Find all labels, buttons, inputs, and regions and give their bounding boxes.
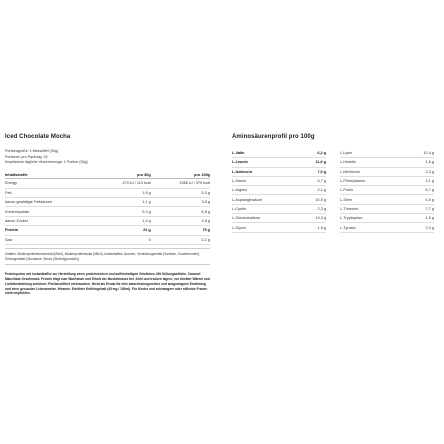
nutrient-name: Salz [5, 235, 96, 244]
product-title: Iced Chocolate Mocha [5, 134, 71, 140]
servings-per-pack: Portionen pro Packung: 15 [5, 154, 48, 159]
value-per-30g: 470 kJ / 113 kcal [96, 179, 151, 188]
amino-value: 10,4 g [423, 151, 434, 156]
value-per-100g: 75 g [151, 226, 210, 235]
value-per-100g: 1566 kJ / 375 kcal [151, 179, 210, 188]
value-per-30g: 1,6 g [96, 188, 151, 197]
amino-row [232, 149, 326, 158]
serving-size: Portionsgröße: 1 Messlöffel (30g) [5, 149, 59, 153]
amino-name: L-Tryptophan [340, 216, 363, 221]
amino-name: L-Asparaginsäure [232, 197, 262, 202]
nutrient-name: Kohlenhydrate [5, 207, 96, 216]
amino-value: 2,1 g [317, 188, 326, 193]
value-per-30g: 1,1 g [96, 198, 151, 207]
table-row [5, 226, 210, 235]
amino-name: L-Prolin [340, 188, 354, 193]
amino-title: Aminosäurenprofil pro 100g [232, 134, 315, 140]
amino-name: L-Glycin [232, 225, 246, 230]
amino-row [340, 177, 434, 186]
amino-row [340, 205, 434, 214]
amino-value: 2,3 g [425, 169, 434, 174]
table-row [5, 235, 210, 244]
amino-row [340, 223, 434, 232]
amino-value: 7,7 g [425, 206, 434, 211]
amino-name: L-Isoleucin [232, 169, 253, 174]
amino-name: L-Tyrosin [340, 225, 356, 230]
amino-value: 6,2 g [317, 151, 326, 156]
amino-row [340, 149, 434, 158]
value-per-100g: 4,8 g [151, 216, 210, 225]
recommended-intake: Empfohlene tägliche Verzehrmenge: 1 Portion (30g) [5, 160, 88, 164]
table-row [5, 216, 210, 225]
amino-value: 1,9 g [425, 216, 434, 221]
value-per-30g: 2,0 g [96, 207, 151, 216]
amino-row [340, 158, 434, 167]
amino-row [232, 186, 326, 195]
nutrient-name: davon gesättigte Fettsäuren [5, 198, 96, 207]
amino-row [232, 195, 326, 204]
amino-row [340, 195, 434, 204]
amino-name: L-Glutaminsäure [232, 216, 261, 221]
amino-value: 7,0 g [317, 169, 326, 174]
table-row [5, 188, 210, 197]
amino-row [232, 168, 326, 177]
amino-value: 6,7 g [425, 188, 434, 193]
value-per-100g: 0,2 g [151, 235, 210, 244]
nutrient-name: Protein [5, 226, 96, 235]
header-per-100g: pro 100g [151, 172, 210, 179]
amino-value: 1,6 g [317, 225, 326, 230]
nutrition-panel [5, 134, 210, 296]
amino-row [232, 177, 326, 186]
amino-name: L-Phenylalanin [340, 179, 366, 184]
table-row [5, 179, 210, 188]
divider [5, 248, 210, 249]
nutrient-name: Fett [5, 188, 96, 197]
ingredients-text: Zutaten: Molkenproteinkonzentrat (Milch), Molkenproteinisolat (Milch), Instantkaffee, Aromen, Verdickungsmittel (Xanthan, Guarkernmehl), Süßungsmittel (Sucralose, Stevia (Steviolglycoside)). [5, 252, 200, 261]
header-per-30g: pro 30g [96, 172, 151, 179]
amino-column-left [232, 149, 326, 233]
amino-value: 2,3 g [317, 206, 326, 211]
product-description: Proteinpulver mit Instantkaffee zur Herstellung eines proteinreichen und koffeinhaltigen Getränkes. Mit Süßungsmitteln. Caramel Macchiato Geschmack. Protein trägt zum Wachstum und Erhalt der Muskelmasse bei. Kühl und trocken lagern, vor direkter Wärme und Lichteinstrahlung schützen. Portionsöffnet verbrauchen. Nicht als Ersatz für eine abwechslungsreiche und ausgewogene Ernährung und einer gesunden Lebensweise. Hinweis: Erhöhter Koffeingehalt (40 mg / 100ml). Für Kinder und schwangere oder stillende Frauen nicht empfohlen. [5, 272, 210, 296]
amino-value: 11,6 g [315, 160, 326, 165]
amino-value: 2,9 g [425, 225, 434, 230]
amino-column-right [340, 149, 434, 233]
amino-row [232, 158, 326, 167]
amino-name: L-Cystin [232, 206, 246, 211]
amino-name: L-Alanin [232, 179, 246, 184]
amino-name: L-Threonin [340, 206, 359, 211]
amino-value: 4,9 g [425, 197, 434, 202]
divider [5, 264, 210, 265]
amino-name: L-Methionin [340, 169, 360, 174]
table-row [5, 207, 210, 216]
amino-name: L-Valin [232, 151, 245, 156]
amino-value: 1,6 g [425, 160, 434, 165]
amino-value: 5,7 g [317, 179, 326, 184]
amino-name: L-Histidin [340, 160, 356, 165]
value-per-100g: 6,8 g [151, 207, 210, 216]
value-per-100g: 3,6 g [151, 198, 210, 207]
amino-name: L-Arginin [232, 188, 248, 193]
amino-name: L-Leucin [232, 160, 248, 165]
amino-row [340, 168, 434, 177]
nutrient-name: davon Zucker [5, 216, 96, 225]
amino-value: 10,5 g [315, 197, 326, 202]
amino-grid [232, 149, 434, 233]
amino-row [340, 214, 434, 223]
table-row [5, 198, 210, 207]
value-per-30g: 0 [96, 235, 151, 244]
amino-row [232, 205, 326, 214]
header-ingredients: Inhaltsstoffe [5, 172, 96, 179]
amino-value: 3,1 g [425, 179, 434, 184]
serving-info [5, 149, 210, 166]
nutrition-header-row [5, 172, 210, 179]
amino-panel [232, 134, 434, 233]
value-per-30g: 22 g [96, 226, 151, 235]
nutrition-rows [5, 179, 210, 245]
value-per-100g: 5,3 g [151, 188, 210, 197]
amino-name: L-Lysin [340, 151, 353, 156]
nutrient-name: Energy [5, 179, 96, 188]
amino-name: L-Serin [340, 197, 353, 202]
amino-row [232, 214, 326, 223]
amino-row [340, 186, 434, 195]
amino-row [232, 223, 326, 232]
amino-value: 19,3 g [315, 216, 326, 221]
nutrition-table [5, 172, 210, 246]
value-per-30g: 1,4 g [96, 216, 151, 225]
